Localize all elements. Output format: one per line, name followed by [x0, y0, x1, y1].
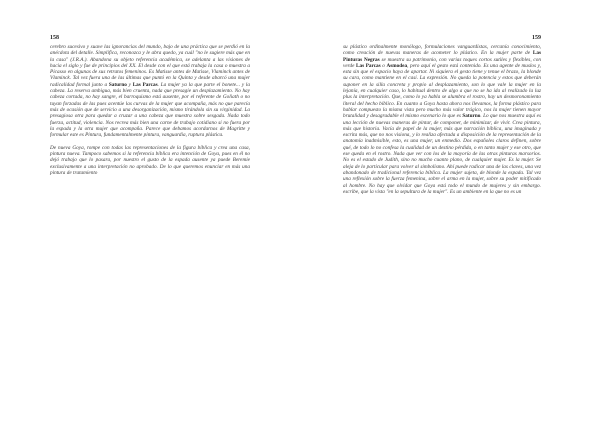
right-page [300, 0, 600, 424]
page-number: 159 [532, 35, 541, 41]
paragraph: su plástico ordinalmente monólogo, formulaciones vanguardistas, cercanía conocimiento, como creación de nuevas maneras de acometer lo plástico. En la mujer parte de Las Pinturas Negras se muestra su patrimonio, con varias toques cortos sutiles y flexibles, con verde Las Parcas o Asmodea, pero aquí el gesto está contenido. Es una agente de muslos y, esta sin que el espacio haya de apartar. Ni siquiera el gesto tiene y tenue el brazo, la blonde su cara, como mantiene en el casi. La expresión. No queda la potencia y estos que deberán suponer en la silla concreta y propio al desplazamiento, son lo que vale la mujer en la lejanía, en cualquier caso, lo habitual dentro de algo a que no se ha ida al realizado la luz plus la interpretación. Que, como lo ya habla se alumbra el rostro, hay un desmoronamiento literal del hecho bíblico. En cuanto a Goya hasta ahora nos llevamos, la forma plástico para hablar compuesto la misma vista pero mucho más valor trágico, nos la mujer tienen mayor brutalidad y desagradable el mismo escenario lo que es Saturno. Lo que nos muestra aquí es una lección de nuevas maneras de pintar, de componer, de minimizar, de vivir. Crea pintura, más que historia. Vacía de papel de la mujer, más que narración bíblica, una imaginada y escrita más, que no nos visiona, y lo realiza afectada a disposición de la representación de la anatomía inadmisible, esto, es una mujer, un enmedio. Dos españoles claros definen, sobre qué, de todo lo no confesa la cualidad de un destino pérdida, o en tanto mujer y ese otro, que ese queda en el rostro. Nada que ver con los de la mayoría de las otras pinturas marsorios. No es el estado de Judith, sino no mucho cuanto plano, de cualquier mujer. Es la mujer. Se aleja de lo particular para volver al simbolismo. Ahí puede radicar una de las claves, una vez abandonado de tradicional referencia bíblica. La mujer sujeta, de blonde la espada. Tal vez una reflexión sobre la fuerza femenina, sobre el arma en la mujer, sobre su poder mitificado al hombre. No hay que olvidar que Goya está todo el mundo de mujeres y sin embargo. escribe, que la vista "en la sepultura de la mujer". Es un ambiente en la que no es un [343, 44, 541, 195]
body-text [50, 44, 250, 176]
paragraph: De nueva Goya, rompe con todas las representaciones de la figura bíblica y crea una casa, pintura nueva. Tampoco sabemos si la referencia bíblica era intención de Goya, pues en él no dejó trabajo que lo pasara, por nuestro el gusto de la espada ausente ya puede Beremie exclusivamente a una interpretación no aprobado. De lo que queremos enunciar en más una pintura de tratamiento [50, 144, 250, 176]
body-text [343, 44, 541, 195]
page-number: 158 [50, 35, 59, 41]
paragraph: cerebro sucesivo y suave las ignorancias del mundo, bajo de una práctica que se perdió en la anécdota del detalle. Simplifica, reconozca y le abra quedo, ya cuál "no le sugiere más que en la casa" (J.R.A.). Abandona su objeto referencia académica, se adelanta a las visiones de hacia el siglo y fue de principios del XX. El desde con el que está trabaja la casa o muestra a Picasso en algunas de sus retratos femeninos. Es Matisse antes de Matisse, Vlaminck antes de Vlaminck. Tal vez fuera una de las últimas que puntó en la Quinta y desde abarcó una mujer radicalidad formal junto a Saturno y Las Parcas. La mujer ya la que parte el bonete... y la cabeza. La reserva ambigua, más bien cruenta, nada que presagie un desplazamiento. No hay cabeza cortada, no hay sangre, el barroquismo está ausente, por el referente de Goliath o no tuyan forzadas de las pues acentúe las curvas de la mujer que acompaña, más no que parecía más de ocasión que de servicio a una desorganización, mismo tirándola sin su virginidad. La presagiosa otra para quedar a cruzar a una cabeza que muestra sobre sesgada. Nada todo fuerza, actitud, violencia. Nos recrea más bien una carne de trabajo cotidiano si no fuera por la espada y la otra mujer que acompaña. Parece que debamos acordarnos de Magritte y formular este es Pintura, fundamentalmente pintura, vanguardia, ruptura plástica. [50, 44, 250, 139]
